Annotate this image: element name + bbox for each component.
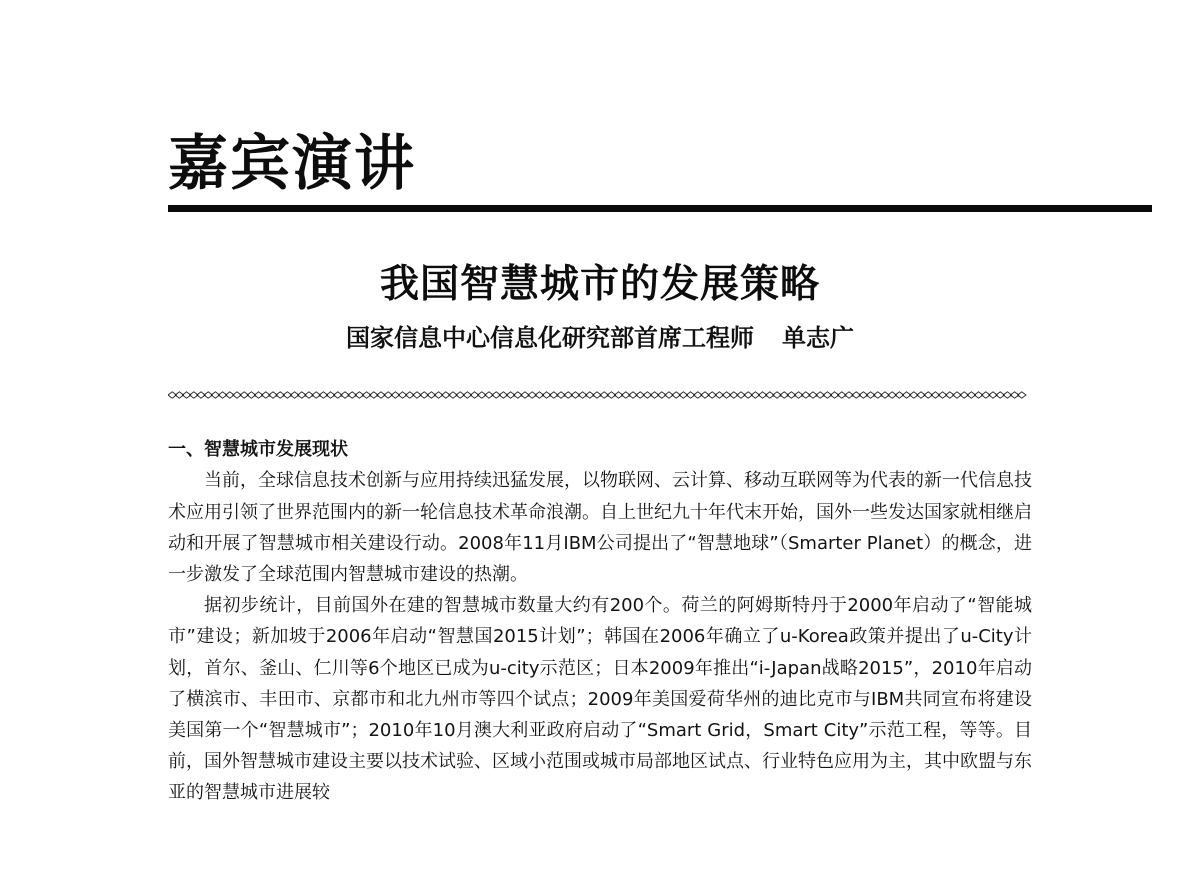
author-affiliation: 国家信息中心信息化研究部首席工程师 — [346, 324, 754, 352]
section-label: 嘉宾演讲 — [168, 129, 416, 199]
diamond-chain-pattern — [168, 392, 1026, 398]
byline — [168, 318, 1032, 358]
ornamental-divider — [168, 389, 1032, 401]
author-name: 单志广 — [782, 324, 854, 352]
article-title: 我国智慧城市的发展策略 — [379, 261, 820, 307]
article-body — [168, 434, 1032, 809]
body-paragraph-2: 据初步统计，目前国外在建的智慧城市数量大约有200个。荷兰的阿姆斯特丹于2000年启动了“智能城市”建设；新加坡于2006年启动“智慧国2015计划”；韩国在2006年确立了u-Korea政策并提出了u-City计划，首尔、釜山、仁川等6个地区已成为u-city示范区；日本2009年推出“i-Japan战略2015”，2010年启动了横滨市、丰田市、京都市和北九州市等四个试点；2009年美国爱荷华州的迪比克市与IBM共同宣布将建设美国第一个“智慧城市”；2010年10月澳大利亚政府启动了“Smart Grid，Smart City”示范工程，等等。目前，国外智慧城市建设主要以技术试验、区域小范围或城市局部地区试点、行业特色应用为主，其中欧盟与东亚的智慧城市进展较 — [168, 595, 1032, 804]
body-paragraph-1: 当前，全球信息技术创新与应用持续迅猛发展，以物联网、云计算、移动互联网等为代表的新一代信息技术应用引领了世界范围内的新一轮信息技术革命浪潮。自上世纪九十年代末开始，国外一些发达国家就相继启动和开展了智慧城市相关建设行动。2008年11月IBM公司提出了“智慧地球”（Smarter Planet）的概念，进一步激发了全球范围内智慧城市建设的热潮。 — [168, 470, 1032, 585]
header-rule — [168, 205, 1152, 212]
section-heading: 一、智慧城市发展现状 — [168, 439, 348, 460]
